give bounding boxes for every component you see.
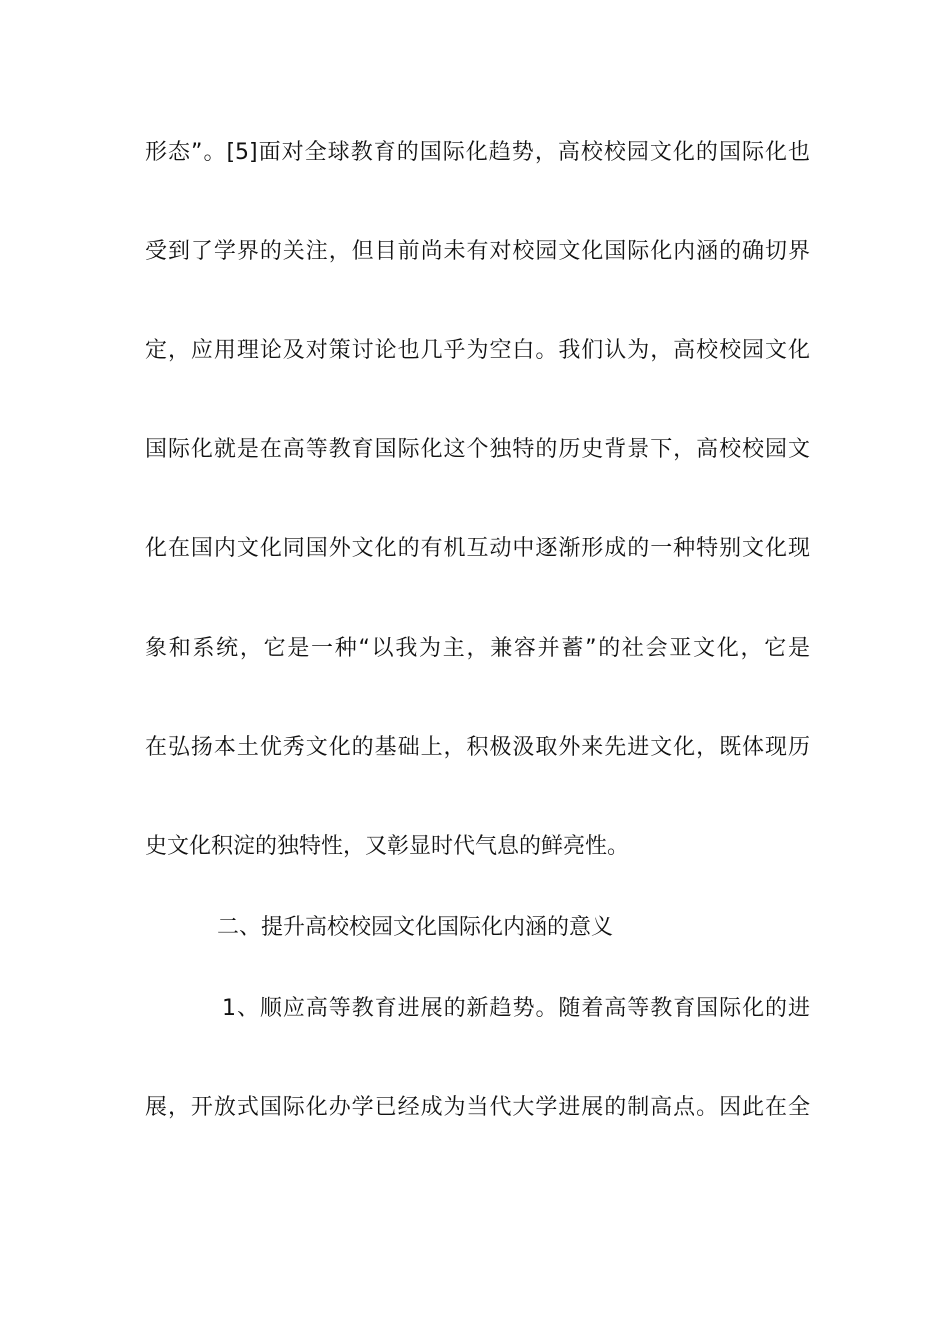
paragraph-line: 史文化积淀的独特性，又彰显时代气息的鲜亮性。: [145, 834, 630, 859]
paragraph-line: 象和系统，它是一种“以我为主，兼容并蓄”的社会亚文化，它是: [145, 636, 810, 661]
paragraph-line: 受到了学界的关注，但目前尚未有对校园文化国际化内涵的确切界: [145, 239, 810, 264]
list-item-first-line: 1、顺应高等教育进展的新趋势。随着高等教育国际化的进: [222, 996, 810, 1021]
paragraph-line: 国际化就是在高等教育国际化这个独特的历史背景下，高校校园文: [145, 437, 810, 462]
paragraph-line: 形态”。[5]面对全球教育的国际化趋势，高校校园文化的国际化也: [145, 140, 810, 165]
paragraph-line: 化在国内文化同国外文化的有机互动中逐渐形成的一种特别文化现: [145, 536, 810, 561]
section-heading: 二、提升高校校园文化国际化内涵的意义: [217, 915, 614, 940]
paragraph-line: 展，开放式国际化办学已经成为当代大学进展的制高点。因此在全: [145, 1095, 810, 1120]
paragraph-line: 定，应用理论及对策讨论也几乎为空白。我们认为，高校校园文化: [145, 338, 810, 363]
paragraph-line: 在弘扬本土优秀文化的基础上，积极汲取外来先进文化，既体现历: [145, 735, 810, 760]
